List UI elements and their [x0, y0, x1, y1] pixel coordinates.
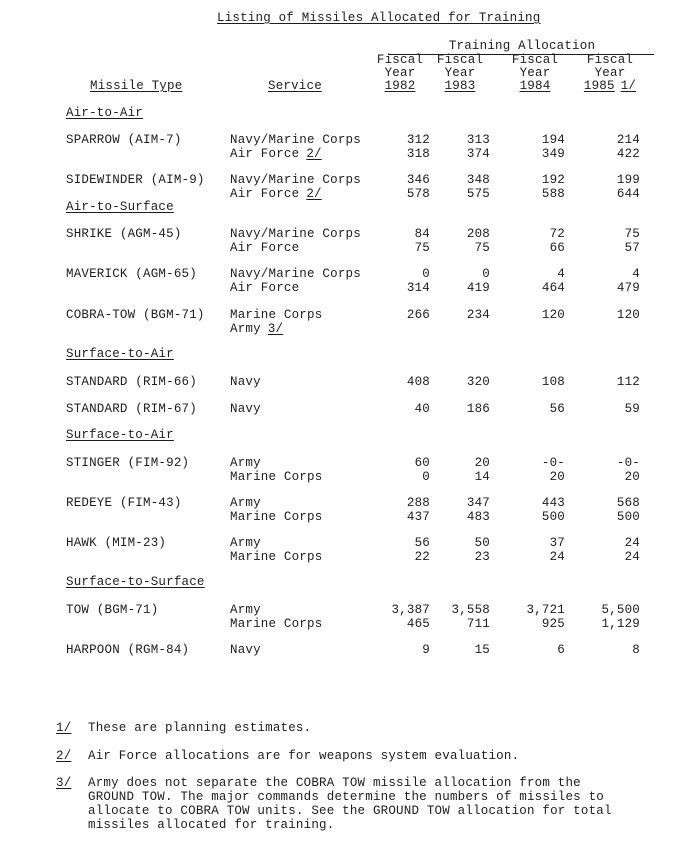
allocation-value: 186 — [466, 402, 490, 416]
service-name — [230, 227, 361, 241]
allocation-value: 60 — [414, 456, 430, 470]
allocation-value: 925 — [541, 617, 565, 631]
service-name — [230, 496, 261, 510]
allocation-value: 108 — [541, 375, 565, 389]
allocation-value: 314 — [406, 281, 430, 295]
service-text: Marine Corps — [230, 617, 323, 631]
section-heading: Surface-to-Surface — [66, 575, 205, 589]
allocation-value: 14 — [474, 470, 490, 484]
allocation-value: 20 — [549, 470, 565, 484]
allocation-value: 214 — [616, 133, 640, 147]
allocation-value: 75 — [414, 241, 430, 255]
allocation-value: 588 — [541, 187, 565, 201]
allocation-value: 318 — [406, 147, 430, 161]
allocation-value: 313 — [466, 133, 490, 147]
allocation-value: 568 — [616, 496, 640, 510]
document-title: Listing of Missiles Allocated for Training — [217, 11, 541, 25]
allocation-value: 711 — [466, 617, 490, 631]
allocation-value: 234 — [466, 308, 490, 322]
allocation-value: 66 — [549, 241, 565, 255]
allocation-value: 15 — [474, 643, 490, 657]
service-name — [230, 308, 322, 322]
allocation-value: 112 — [616, 375, 640, 389]
allocation-value: 266 — [406, 308, 430, 322]
allocation-value: 50 — [474, 536, 490, 550]
fiscal-label: Fiscal — [436, 53, 484, 67]
footnote-mark: 3/ — [56, 776, 72, 790]
footnote-ref: 2/ — [306, 187, 322, 201]
service-text: Army — [230, 603, 261, 617]
service-name — [230, 643, 261, 657]
allocation-value: 56 — [549, 402, 565, 416]
service-name — [230, 133, 361, 147]
fiscal-year-number: 1985 — [583, 79, 615, 93]
footnote-mark: 2/ — [56, 749, 72, 763]
service-text: Air Force — [230, 241, 300, 255]
allocation-value: 72 — [549, 227, 565, 241]
allocation-value: -0- — [616, 456, 640, 470]
allocation-value: 37 — [549, 536, 565, 550]
service-text: Navy — [230, 375, 261, 389]
service-text: Army — [230, 536, 261, 550]
service-text: Air Force — [230, 147, 300, 161]
allocation-value: 8 — [632, 643, 640, 657]
footnote-text: These are planning estimates. — [88, 721, 312, 735]
year-value — [430, 80, 490, 93]
fiscal-year-number: 1984 — [519, 79, 551, 93]
service-name — [230, 603, 261, 617]
allocation-value: 84 — [414, 227, 430, 241]
service-name — [230, 456, 261, 470]
section-heading: Air-to-Air — [66, 106, 144, 120]
allocation-value: 75 — [474, 241, 490, 255]
missile-name: MAVERICK (AGM-65) — [66, 267, 197, 281]
missile-type-header: Missile Type — [90, 79, 183, 93]
fiscal-label: Fiscal — [586, 53, 634, 67]
missile-name: STANDARD (RIM-66) — [66, 375, 197, 389]
allocation-value: 500 — [616, 510, 640, 524]
allocation-value: 24 — [549, 550, 565, 564]
service-name — [230, 147, 322, 161]
service-name — [230, 241, 299, 255]
service-text: Army — [230, 496, 261, 510]
service-name — [230, 536, 261, 550]
allocation-value: 192 — [541, 173, 565, 187]
missile-name: SIDEWINDER (AIM-9) — [66, 173, 205, 187]
allocation-value: 437 — [406, 510, 430, 524]
footnote-text: Army does not separate the COBRA TOW missile allocation from the GROUND TOW. The major commands determine the numbers of missiles to allocate to COBRA TOW units. See the GROUND TOW allocation for total missiles allocated for training. — [88, 776, 612, 832]
missile-name: TOW (BGM-71) — [66, 603, 159, 617]
service-name — [230, 267, 361, 281]
year-value — [505, 80, 565, 93]
allocation-value: 6 — [557, 643, 565, 657]
allocation-value: 374 — [466, 147, 490, 161]
missile-name: COBRA-TOW (BGM-71) — [66, 308, 205, 322]
service-text: Air Force — [230, 281, 300, 295]
fiscal-year-number: 1983 — [444, 79, 476, 93]
service-text: Marine Corps — [230, 550, 323, 564]
allocation-value: 479 — [616, 281, 640, 295]
allocation-value: 349 — [541, 147, 565, 161]
footnote-mark: 1/ — [56, 721, 72, 735]
service-text: Navy — [230, 643, 261, 657]
fiscal-year-header — [580, 54, 640, 93]
allocation-value: 578 — [406, 187, 430, 201]
service-text: Marine Corps — [230, 308, 323, 322]
missile-name: REDEYE (FIM-43) — [66, 496, 182, 510]
allocation-value: 194 — [541, 133, 565, 147]
allocation-value: 465 — [406, 617, 430, 631]
fiscal-label: Fiscal — [376, 53, 424, 67]
allocation-value: 422 — [616, 147, 640, 161]
allocation-value: 75 — [624, 227, 640, 241]
allocation-value: 347 — [466, 496, 490, 510]
service-name — [230, 322, 283, 336]
section-heading: Surface-to-Air — [66, 428, 174, 442]
service-name — [230, 402, 261, 416]
year-label: Year — [444, 66, 476, 80]
fiscal-year-header — [430, 54, 490, 93]
allocation-value: 23 — [474, 550, 490, 564]
service-text: Army — [230, 322, 261, 336]
allocation-value: 20 — [474, 456, 490, 470]
year-label: Year — [384, 66, 416, 80]
service-name — [230, 281, 299, 295]
allocation-value: 4 — [557, 267, 565, 281]
service-name — [230, 510, 322, 524]
allocation-value: 419 — [466, 281, 490, 295]
service-text: Navy/Marine Corps — [230, 133, 361, 147]
allocation-value: 4 — [632, 267, 640, 281]
service-name — [230, 550, 322, 564]
service-name — [230, 470, 322, 484]
allocation-value: 500 — [541, 510, 565, 524]
service-name — [230, 375, 261, 389]
service-name — [230, 173, 361, 187]
service-text: Navy/Marine Corps — [230, 267, 361, 281]
allocation-value: 3,558 — [451, 603, 490, 617]
fiscal-year-header — [505, 54, 565, 93]
missile-name: STANDARD (RIM-67) — [66, 402, 197, 416]
year-label: Year — [594, 66, 626, 80]
year-label: Year — [519, 66, 551, 80]
allocation-value: 312 — [406, 133, 430, 147]
year-value — [370, 80, 430, 93]
missile-name: HARPOON (RGM-84) — [66, 643, 190, 657]
missile-name: SPARROW (AIM-7) — [66, 133, 182, 147]
allocation-value: 346 — [406, 173, 430, 187]
footnote-ref: 2/ — [306, 147, 322, 161]
service-text: Navy — [230, 402, 261, 416]
section-heading: Air-to-Surface — [66, 200, 174, 214]
allocation-value: 320 — [466, 375, 490, 389]
allocation-value: 0 — [422, 470, 430, 484]
allocation-value: 0 — [422, 267, 430, 281]
allocation-value: 0 — [482, 267, 490, 281]
service-name — [230, 187, 322, 201]
footnote-text: Air Force allocations are for weapons system evaluation. — [88, 749, 520, 763]
allocation-value: 1,129 — [601, 617, 640, 631]
allocation-value: 288 — [406, 496, 430, 510]
service-text: Army — [230, 456, 261, 470]
allocation-value: 120 — [541, 308, 565, 322]
allocation-value: -0- — [541, 456, 565, 470]
allocation-value: 443 — [541, 496, 565, 510]
service-text: Marine Corps — [230, 470, 323, 484]
allocation-value: 5,500 — [601, 603, 640, 617]
allocation-value: 644 — [616, 187, 640, 201]
service-name — [230, 617, 322, 631]
footnote-ref: 1/ — [620, 79, 637, 93]
allocation-value: 483 — [466, 510, 490, 524]
allocation-value: 59 — [624, 402, 640, 416]
missile-name: HAWK (MIM-23) — [66, 536, 167, 550]
fiscal-label: Fiscal — [511, 53, 559, 67]
year-value — [580, 80, 640, 93]
allocation-value: 20 — [624, 470, 640, 484]
allocation-value: 24 — [624, 550, 640, 564]
training-allocation-heading: Training Allocation — [448, 39, 596, 53]
missile-name: STINGER (FIM-92) — [66, 456, 190, 470]
allocation-value: 22 — [414, 550, 430, 564]
service-text: Air Force — [230, 187, 300, 201]
fiscal-year-header — [370, 54, 430, 93]
allocation-value: 408 — [406, 375, 430, 389]
allocation-value: 3,721 — [526, 603, 565, 617]
allocation-value: 56 — [414, 536, 430, 550]
fiscal-year-number: 1982 — [384, 79, 416, 93]
footnote-ref: 3/ — [267, 322, 284, 336]
allocation-value: 348 — [466, 173, 490, 187]
allocation-value: 575 — [466, 187, 490, 201]
allocation-value: 24 — [624, 536, 640, 550]
section-heading: Surface-to-Air — [66, 347, 174, 361]
allocation-value: 9 — [422, 643, 430, 657]
allocation-value: 120 — [616, 308, 640, 322]
allocation-value: 3,387 — [391, 603, 430, 617]
service-text: Navy/Marine Corps — [230, 173, 361, 187]
missile-name: SHRIKE (AGM-45) — [66, 227, 182, 241]
allocation-value: 57 — [624, 241, 640, 255]
allocation-value: 199 — [616, 173, 640, 187]
service-text: Marine Corps — [230, 510, 323, 524]
service-header: Service — [268, 79, 322, 93]
service-text: Navy/Marine Corps — [230, 227, 361, 241]
allocation-value: 464 — [541, 281, 565, 295]
allocation-value: 208 — [466, 227, 490, 241]
allocation-value: 40 — [414, 402, 430, 416]
